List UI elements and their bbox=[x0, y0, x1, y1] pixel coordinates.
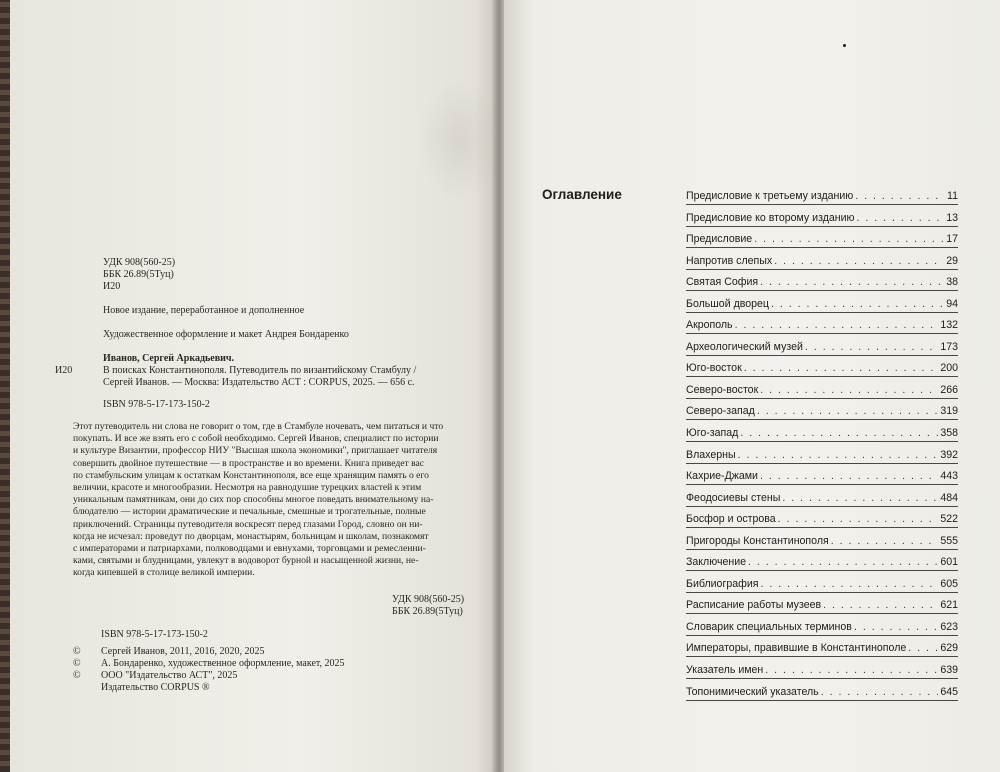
toc-title: Оглавление bbox=[542, 187, 622, 202]
bbk-code-bottom: ББК 26.89(5Туц) bbox=[392, 606, 463, 617]
annotation-line: величии, красоте и многообразии. Несмотря на равнодушие турецких властей к этим bbox=[73, 482, 422, 494]
toc-entry bbox=[686, 272, 958, 294]
annotation-line: покупать. И все же взять его с собой необходимо. Сергей Иванов, специалист по истории bbox=[73, 433, 439, 445]
toc-entry-page: 601 bbox=[940, 556, 958, 569]
copyright-symbol: © bbox=[73, 670, 81, 681]
toc-entry bbox=[686, 531, 958, 553]
toc-entry-title: Босфор и острова bbox=[686, 513, 776, 526]
toc-entry-title: Юго-запад bbox=[686, 427, 739, 440]
udk-code: УДК 908(560-25) bbox=[103, 257, 176, 268]
toc-entry bbox=[686, 337, 958, 359]
copyright-line: Сергей Иванов, 2011, 2016, 2020, 2025 bbox=[101, 646, 265, 657]
design-note: Художественное оформление и макет Андрея Бондаренко bbox=[103, 329, 349, 340]
toc-entry bbox=[686, 315, 958, 337]
toc-entry bbox=[686, 660, 958, 682]
toc-entry-title: Влахерны bbox=[686, 448, 736, 461]
toc-entry-page: 623 bbox=[940, 620, 958, 633]
toc-entry-title: Императоры, правившие в Константинополе bbox=[686, 642, 907, 655]
leader-dots bbox=[760, 574, 938, 591]
toc-entry-title: Большой дворец bbox=[686, 297, 769, 310]
toc-entry-title: Северо-восток bbox=[686, 383, 759, 396]
toc-entry-page: 358 bbox=[940, 427, 958, 440]
toc-entry-title: Археологический музей bbox=[686, 340, 803, 353]
toc-entry-page: 621 bbox=[940, 599, 958, 612]
toc-entry-page: 29 bbox=[946, 254, 958, 267]
leader-dots bbox=[738, 445, 939, 462]
toc-entry-page: 484 bbox=[940, 491, 958, 504]
leader-dots bbox=[757, 401, 938, 418]
toc-entry-title: Словарик специальных терминов bbox=[686, 620, 852, 633]
toc-entry bbox=[686, 638, 958, 660]
leader-dots bbox=[805, 337, 938, 354]
toc-entry-page: 443 bbox=[940, 470, 958, 483]
toc-entry-title: Юго-восток bbox=[686, 362, 742, 375]
annotation-line: когда не исчезал: проведут по дворцам, монастырям, больницам и школам, познакомят bbox=[73, 530, 429, 542]
toc-entry-page: 605 bbox=[940, 577, 958, 590]
catalog-line: В поисках Константинополя. Путеводитель по византийскому Стамбулу / bbox=[103, 365, 417, 376]
toc-entry-title: Феодосиевы стены bbox=[686, 491, 781, 504]
leader-dots bbox=[821, 682, 939, 699]
imprint-page bbox=[8, 0, 494, 772]
toc-entry bbox=[686, 682, 958, 704]
catalog-mark: И20 bbox=[55, 365, 73, 376]
toc-entry-page: 173 bbox=[940, 340, 958, 353]
bleed-through bbox=[418, 80, 494, 200]
toc-entry bbox=[686, 488, 958, 510]
toc-entry-title: Предисловие ко второму изданию bbox=[686, 211, 855, 224]
leader-dots bbox=[854, 617, 938, 634]
page-edges bbox=[0, 0, 10, 772]
annotation-line: ками, святыми и блудницами, увлекут в водоворот бурной и насыщенной жизни, не- bbox=[73, 555, 419, 567]
leader-dots bbox=[823, 595, 938, 612]
toc-entry bbox=[686, 358, 958, 380]
toc-entry-title: Напротив слепых bbox=[686, 254, 773, 267]
toc-entry bbox=[686, 401, 958, 423]
toc-entry-title: Кахрие-Джами bbox=[686, 470, 758, 483]
publisher-line: Издательство CORPUS ® bbox=[101, 682, 210, 693]
toc-entry-page: 266 bbox=[940, 383, 958, 396]
toc-entry bbox=[686, 229, 958, 251]
leader-dots bbox=[778, 509, 939, 526]
leader-dots bbox=[765, 660, 938, 677]
annotation-line: приключений. Страницы путеводителя воскресят перед глазами Город, словно он ни- bbox=[73, 518, 423, 530]
toc-entry-page: 200 bbox=[940, 362, 958, 375]
toc-entry bbox=[686, 509, 958, 531]
copyright-line: ООО "Издательство АСТ", 2025 bbox=[101, 670, 238, 681]
author-code: И20 bbox=[103, 281, 121, 292]
toc-entry-title: Указатель имен bbox=[686, 664, 764, 677]
toc-entry-page: 132 bbox=[940, 319, 958, 332]
annotation-line: когда кипевшей в столице великой империи. bbox=[73, 567, 255, 579]
toc-entry bbox=[686, 251, 958, 273]
leader-dots bbox=[760, 272, 944, 289]
toc-entry-page: 629 bbox=[940, 642, 958, 655]
leader-dots bbox=[908, 638, 938, 655]
annotation-line: блюдателю — истории драматические и печальные, смешные и трогательные, полные bbox=[73, 506, 426, 518]
contents-page bbox=[504, 0, 1000, 772]
toc-entry-title: Святая София bbox=[686, 276, 759, 289]
leader-dots bbox=[782, 488, 938, 505]
annotation-line: Этот путеводитель ни слова не говорит о том, где в Стамбуле ночевать, чем питаться и что bbox=[73, 421, 444, 432]
toc-entry-page: 319 bbox=[940, 405, 958, 418]
toc-entry-page: 17 bbox=[946, 233, 958, 246]
leader-dots bbox=[771, 294, 944, 311]
edition-note: Новое издание, переработанное и дополненное bbox=[103, 305, 305, 316]
toc-entry-title: Заключение bbox=[686, 556, 747, 569]
toc-entry-page: 645 bbox=[940, 685, 958, 698]
udk-code-bottom: УДК 908(560-25) bbox=[392, 594, 465, 605]
print-speck bbox=[843, 44, 846, 47]
toc-entry bbox=[686, 294, 958, 316]
toc-entry bbox=[686, 552, 958, 574]
toc-entry bbox=[686, 445, 958, 467]
toc-entry-title: Акрополь bbox=[686, 319, 733, 332]
toc-entry bbox=[686, 423, 958, 445]
leader-dots bbox=[744, 358, 939, 375]
toc-entry-title: Топонимический указатель bbox=[686, 685, 819, 698]
isbn: ISBN 978-5-17-173-150-2 bbox=[103, 399, 210, 410]
leader-dots bbox=[740, 423, 938, 440]
annotation-line: уникальным памятникам, они до сих пор способны многое поведать внимательному на- bbox=[73, 494, 434, 506]
toc-entry-title: Расписание работы музеев bbox=[686, 599, 822, 612]
copyright-symbol: © bbox=[73, 658, 81, 669]
toc-entry-page: 13 bbox=[946, 211, 958, 224]
toc-entry-page: 38 bbox=[946, 276, 958, 289]
annotation bbox=[73, 421, 481, 580]
toc-entry-title: Пригороды Константинополя bbox=[686, 534, 829, 547]
leader-dots bbox=[735, 315, 939, 332]
toc-entry bbox=[686, 466, 958, 488]
toc-entry bbox=[686, 574, 958, 596]
toc-entry-title: Библиография bbox=[686, 577, 759, 590]
toc-entry-page: 94 bbox=[946, 297, 958, 310]
copyright-symbol: © bbox=[73, 646, 81, 657]
leader-dots bbox=[855, 186, 945, 203]
toc-entry bbox=[686, 186, 958, 208]
isbn-bottom: ISBN 978-5-17-173-150-2 bbox=[101, 629, 208, 640]
leader-dots bbox=[831, 531, 939, 548]
toc-list bbox=[686, 186, 958, 703]
toc-entry bbox=[686, 208, 958, 230]
catalog-line: Сергей Иванов. — Москва: Издательство АСТ : CORPUS, 2025. — 656 с. bbox=[103, 377, 415, 388]
leader-dots bbox=[748, 552, 938, 569]
toc-entry-page: 392 bbox=[940, 448, 958, 461]
leader-dots bbox=[857, 208, 945, 225]
toc-entry-page: 555 bbox=[940, 534, 958, 547]
annotation-line: совершить двойное путешествие — в пространстве и во времени. Книга приведет вас bbox=[73, 457, 425, 469]
leader-dots bbox=[760, 466, 938, 483]
toc-entry-title: Северо-запад bbox=[686, 405, 755, 418]
toc-entry-page: 11 bbox=[947, 190, 958, 202]
bbk-code: ББК 26.89(5Туц) bbox=[103, 269, 174, 280]
toc-entry-title: Предисловие bbox=[686, 233, 753, 246]
toc-entry-title: Предисловие к третьему изданию bbox=[686, 190, 854, 202]
annotation-line: и культуре Византии, профессор НИУ "Высшая школа экономики", приглашает читателя bbox=[73, 445, 438, 457]
annotation-line: с императорами и патриархами, полководцами и евнухами, торговцами и ремесленни- bbox=[73, 543, 426, 555]
toc-entry bbox=[686, 595, 958, 617]
toc-entry bbox=[686, 380, 958, 402]
leader-dots bbox=[754, 229, 944, 246]
catalog-author: Иванов, Сергей Аркадьевич. bbox=[103, 353, 235, 364]
leader-dots bbox=[774, 251, 944, 268]
leader-dots bbox=[760, 380, 938, 397]
toc-entry bbox=[686, 617, 958, 639]
copyright-line: А. Бондаренко, художественное оформление, макет, 2025 bbox=[101, 658, 345, 669]
annotation-line: по стамбульским улицам к остаткам Константинополя, все еще хранящим память о его bbox=[73, 469, 429, 481]
toc-entry-page: 522 bbox=[940, 513, 958, 526]
toc-entry-page: 639 bbox=[940, 664, 958, 677]
